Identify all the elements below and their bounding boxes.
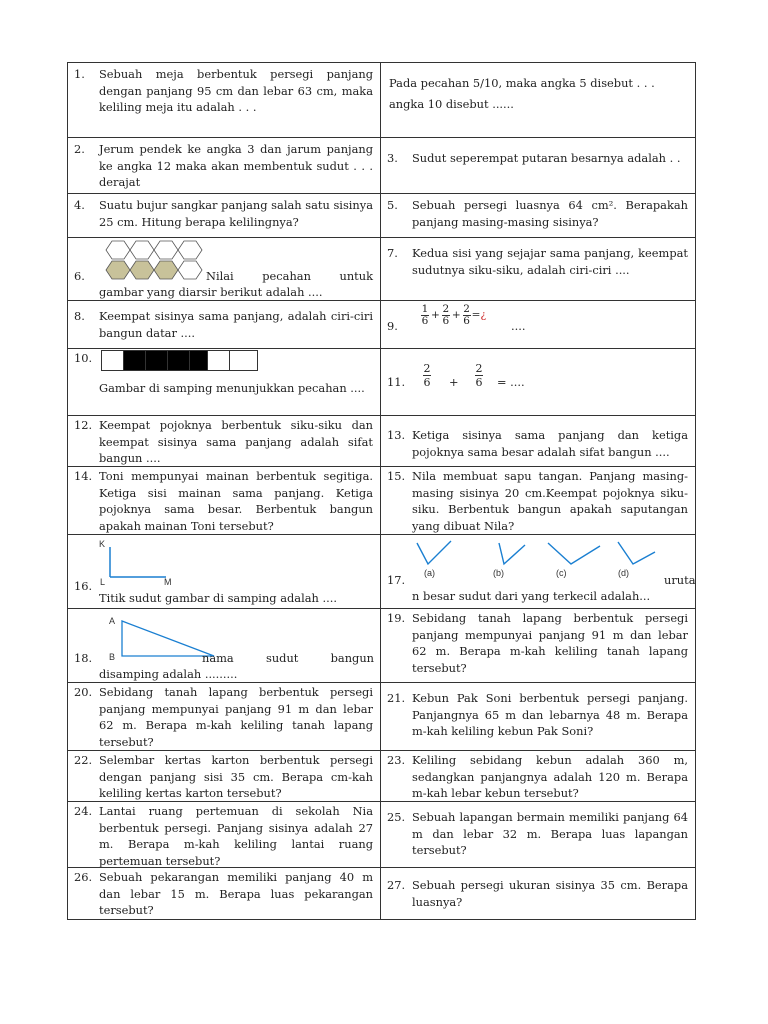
question-cell-16 <box>68 535 380 608</box>
bar-segment-shaded <box>190 351 208 371</box>
question-cell-26 <box>68 868 380 919</box>
point-label-a: A <box>109 616 116 626</box>
question-cell-22 <box>68 751 380 801</box>
hexagon-figure <box>103 240 213 282</box>
question-cell-13 <box>381 416 695 466</box>
question-text: nama sudut bangun <box>202 651 374 665</box>
question-text: uruta <box>664 573 695 587</box>
bar-segment-shaded <box>168 351 190 371</box>
question-cell-10 <box>68 349 380 415</box>
table-border-right <box>695 62 696 920</box>
question-cell-4 <box>68 194 380 237</box>
question-text: Kedua sisi yang sejajar sama panjang, keempat sudutnya siku-siku, adalah ciri-ciri .... <box>412 246 688 277</box>
question-number: 22. <box>74 753 93 767</box>
question-number: 27. <box>387 878 406 892</box>
question-cell-7 <box>381 238 695 300</box>
angle-d <box>618 542 655 564</box>
operator-plus: + <box>451 309 461 322</box>
question-number: 1. <box>74 67 85 81</box>
table-border-bottom <box>67 919 696 920</box>
question-cell-pecahan <box>381 63 695 137</box>
fraction: 2 6 <box>423 362 431 389</box>
hexagon-shaded <box>154 261 178 279</box>
question-number: 10. <box>74 351 93 365</box>
angle-c <box>548 543 600 564</box>
question-number: 7. <box>387 246 398 260</box>
question-text: Sebuah persegi luasnya 64 cm². Berapakah panjang masing-masing sisinya? <box>412 198 688 229</box>
bar-segment-shaded <box>124 351 146 371</box>
question-cell-25 <box>381 802 695 867</box>
question-number: 3. <box>387 151 398 165</box>
bar-segment-shaded <box>146 351 168 371</box>
question-text-line: Pada pecahan 5/10, maka angka 5 disebut . . . <box>389 76 655 90</box>
question-text: Keempat sisinya sama panjang, adalah ciri-ciri bangun datar .... <box>99 309 373 340</box>
question-text: Ketiga sisinya sama panjang dan ketiga pojoknya sama besar adalah sifat bangun .... <box>412 428 688 459</box>
point-label-k: K <box>99 539 106 549</box>
bar-segment <box>208 351 230 371</box>
question-text: n besar sudut dari yang terkecil adalah... <box>412 589 651 603</box>
point-label-m: M <box>164 577 172 585</box>
fraction-sum-expression <box>421 304 486 327</box>
question-text: Nila membuat sapu tangan. Panjang masing-masing sisinya 20 cm.Keempat pojoknya siku-siku. Berbentuk bangun apakah saputangan yang dibuat Nila? <box>412 469 688 533</box>
hexagon-shaded <box>106 261 130 279</box>
fraction-bar-figure <box>101 350 261 372</box>
fraction: $\frac{2}{6}$ <box>442 303 450 327</box>
question-number: 23. <box>387 753 406 767</box>
question-text: Gambar di samping menunjukkan pecahan .... <box>99 381 365 395</box>
operator-plus: + <box>431 309 440 322</box>
question-text: Sebuah persegi ukuran sisinya 35 cm. Berapa luasnya? <box>412 878 688 909</box>
question-cell-23 <box>381 751 695 801</box>
angles-figure <box>411 540 661 580</box>
question-cell-3 <box>381 138 695 193</box>
hexagon <box>178 241 202 259</box>
question-number: 9. <box>387 319 398 333</box>
answer-blank: = .... <box>497 375 525 389</box>
bar-segment <box>230 351 258 371</box>
fraction: 2 6 <box>475 362 483 389</box>
question-number: 5. <box>387 198 398 212</box>
question-text: Toni mempunyai mainan berbentuk segitiga. Ketiga sisi mainan sama panjang. Ketiga pojoknya sama besar. Berbentuk bangun apakah mainan Toni tersebut? <box>99 469 373 533</box>
question-number: 19. <box>387 611 406 625</box>
question-number: 21. <box>387 691 406 705</box>
question-text: disamping adalah ......... <box>99 667 238 681</box>
question-cell-19 <box>381 609 695 682</box>
question-text: Titik sudut gambar di samping adalah .... <box>99 591 337 605</box>
angle-label-d: (d) <box>618 568 629 578</box>
question-cell-5 <box>381 194 695 237</box>
question-number: 11. <box>387 375 406 389</box>
question-mark-symbol: ¿ <box>480 309 487 322</box>
point-label-b: B <box>109 652 116 661</box>
question-text: Sebuah pekarangan memiliki panjang 40 m dan lebar 15 m. Berapa luas pekarangan tersebut? <box>99 870 373 917</box>
question-cell-21 <box>381 683 695 750</box>
question-number: 17. <box>387 573 406 587</box>
question-number: 2. <box>74 142 85 156</box>
question-cell-11 <box>381 349 695 415</box>
question-text: Suatu bujur sangkar panjang salah satu sisinya 25 cm. Hitung berapa kelilingnya? <box>99 198 373 229</box>
question-text: Sebuah meja berbentuk persegi panjang dengan panjang 95 cm dan lebar 63 cm, maka keliling meja itu adalah . . . <box>99 67 373 114</box>
hexagon <box>106 241 130 259</box>
question-cell-24 <box>68 802 380 867</box>
question-number: 16. <box>74 579 93 593</box>
question-cell-27 <box>381 868 695 919</box>
question-cell-17 <box>381 535 695 608</box>
question-text: Sudut seperempat putaran besarnya adalah . . <box>412 151 681 165</box>
question-number: 20. <box>74 685 93 699</box>
question-text: Sebidang tanah lapang berbentuk persegi panjang mempunyai panjang 91 m dan lebar 62 m. Berapa m-kah keliling tanah lapang tersebut? <box>412 611 688 675</box>
fraction: $\frac{2}{6}$ <box>463 303 470 327</box>
question-cell-18 <box>68 609 380 682</box>
angle-label-a: (a) <box>424 568 435 578</box>
question-cell-6 <box>68 238 380 300</box>
bar-segment <box>102 351 124 371</box>
question-number: 6. <box>74 269 85 283</box>
question-cell-1 <box>68 63 380 137</box>
question-number: 4. <box>74 198 85 212</box>
question-cell-12 <box>68 416 380 466</box>
operator-equals: = <box>471 309 481 322</box>
point-label-l: L <box>100 577 106 585</box>
angle-klm-figure <box>96 537 186 585</box>
question-number: 24. <box>74 804 93 818</box>
question-text: Sebidang tanah lapang berbentuk persegi panjang mempunyai panjang 91 m dan lebar 62 m. Berapa m-kah keliling tanah lapang tersebut? <box>99 685 373 749</box>
answer-blank: .... <box>511 319 526 333</box>
question-number: 26. <box>74 870 93 884</box>
question-number: 15. <box>387 469 406 483</box>
question-text-line: angka 10 disebut ...... <box>389 97 514 111</box>
angle-b <box>499 543 525 564</box>
fraction: $\frac{1}{6}$ <box>421 303 429 327</box>
question-number: 14. <box>74 469 93 483</box>
hexagon <box>130 241 154 259</box>
worksheet-table <box>67 62 696 920</box>
question-cell-8 <box>68 301 380 348</box>
operator-plus: + <box>449 375 459 389</box>
question-text: Keempat pojoknya berbentuk siku-siku dan keempat sisinya sama panjang adalah sifat bangun .... <box>99 418 373 465</box>
question-number: 12. <box>74 418 93 432</box>
question-text: gambar yang diarsir berikut adalah .... <box>99 285 323 299</box>
question-number: 8. <box>74 309 85 323</box>
question-number: 25. <box>387 810 406 824</box>
question-number: 13. <box>387 428 406 442</box>
question-text: Keliling sebidang kebun adalah 360 m, sedangkan panjangnya adalah 120 m. Berapa m-kah lebar kebun tersebut? <box>412 753 688 800</box>
question-number: 18. <box>74 651 93 665</box>
angle-a <box>417 541 451 564</box>
question-cell-15 <box>381 467 695 534</box>
question-cell-9 <box>381 301 695 348</box>
question-text: Lantai ruang pertemuan di sekolah Nia berbentuk persegi. Panjang sisinya adalah 27 m. Berapa m-kah keliling lantai ruang pertemuan tersebut? <box>99 804 373 867</box>
hexagon <box>154 241 178 259</box>
hexagon <box>178 261 202 279</box>
question-text: Sebuah lapangan bermain memiliki panjang 64 m dan lebar 32 m. Berapa luas lapangan tersebut? <box>412 810 688 857</box>
angle-label-b: (b) <box>493 568 504 578</box>
question-cell-14 <box>68 467 380 534</box>
angle-label-c: (c) <box>556 568 567 578</box>
triangle <box>122 621 214 656</box>
question-text: Selembar kertas karton berbentuk persegi dengan panjang sisi 35 cm. Berapa cm-kah keliling kertas karton tersebut? <box>99 753 373 800</box>
question-text: Kebun Pak Soni berbentuk persegi panjang. Panjangnya 65 m dan lebarnya 48 m. Berapa m-kah keliling kebun Pak Soni? <box>412 691 688 738</box>
question-text: Nilai pecahan untuk <box>206 269 373 283</box>
hexagon-shaded <box>130 261 154 279</box>
question-cell-2 <box>68 138 380 193</box>
question-text: Jerum pendek ke angka 3 dan jarum panjang ke angka 12 maka akan membentuk sudut . . . derajat <box>99 142 373 189</box>
question-cell-20 <box>68 683 380 750</box>
